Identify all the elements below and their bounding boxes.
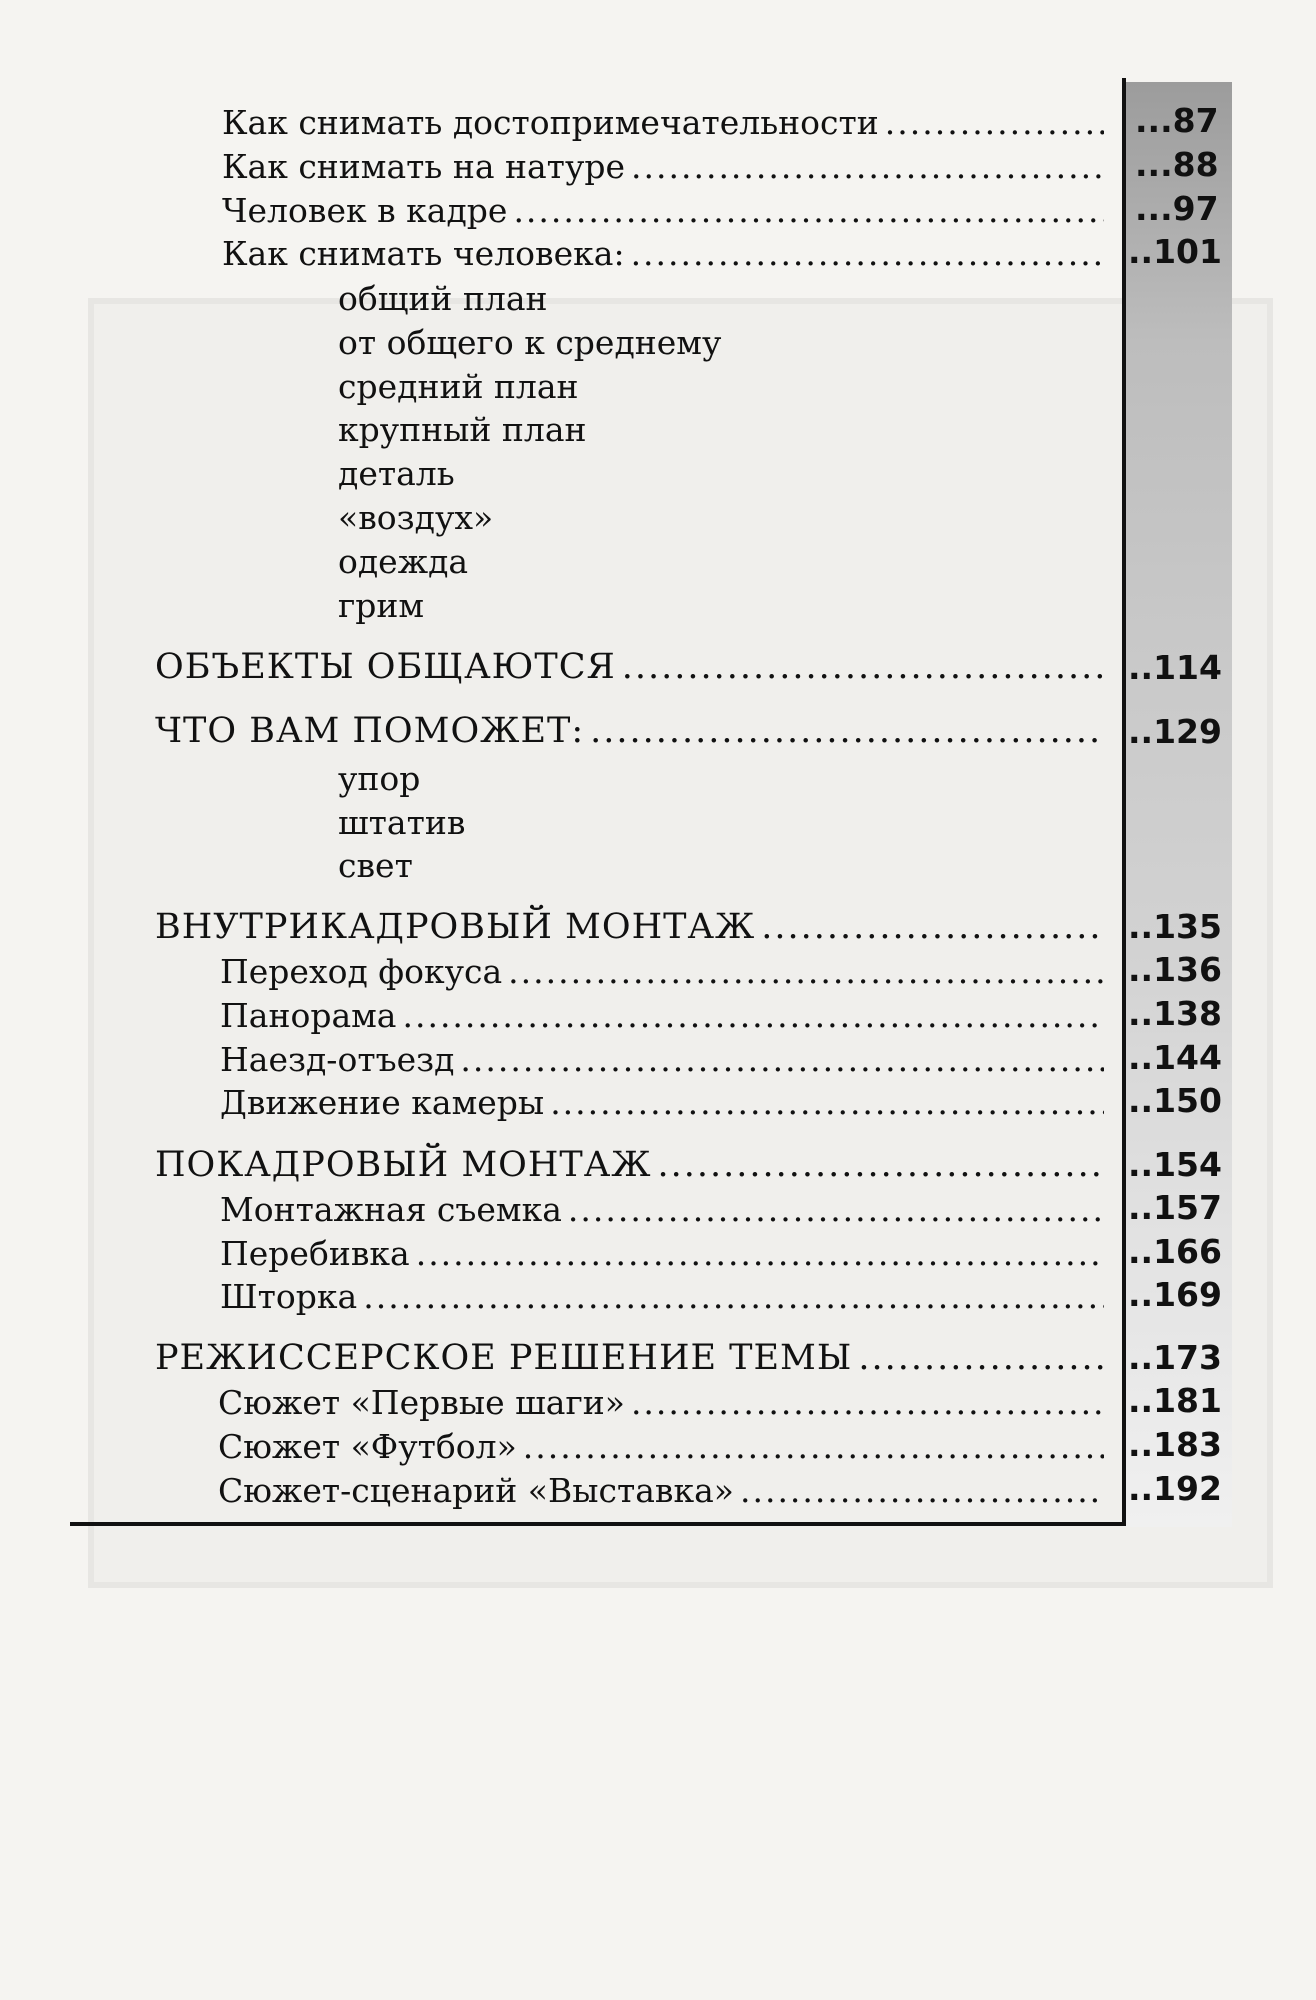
dot-leader — [590, 714, 1104, 749]
toc-entry-label: Как снимать на натуре — [222, 147, 626, 186]
toc-section-label: РЕЖИССЕРСКОЕ РЕШЕНИЕ ТЕМЫ — [155, 1338, 853, 1378]
toc-page-number: ..138 — [1128, 994, 1222, 1033]
toc-page-number: ..181 — [1128, 1381, 1222, 1420]
toc-page-number: ..101 — [1128, 232, 1222, 271]
toc-entry-label: Монтажная съемка — [220, 1190, 562, 1229]
toc-entry — [222, 147, 1110, 186]
toc-page-number: ..144 — [1128, 1038, 1222, 1077]
toc-entry-label: Шторка — [220, 1277, 358, 1316]
toc-page-number: ..135 — [1128, 907, 1222, 946]
toc-entry — [220, 1190, 1110, 1229]
toc-subitem: упор — [338, 759, 421, 798]
toc-section — [155, 907, 1110, 947]
toc-subitem: свет — [338, 846, 413, 885]
toc-subitem: грим — [338, 586, 425, 625]
toc-page-number: ..173 — [1128, 1338, 1222, 1377]
toc-section-label: ЧТО ВАМ ПОМОЖЕТ: — [155, 711, 585, 751]
toc-section-label: ОБЪЕКТЫ ОБЩАЮТСЯ — [155, 647, 616, 687]
toc-subitem: одежда — [338, 542, 469, 581]
dot-leader — [658, 1148, 1104, 1183]
toc-subitem: деталь — [338, 454, 455, 493]
dot-leader — [622, 650, 1104, 685]
toc-section — [155, 1145, 1110, 1185]
dot-leader — [363, 1280, 1104, 1313]
toc-entry-label: Как снимать достопримечательности — [222, 103, 879, 142]
dot-leader — [416, 1237, 1104, 1270]
toc-entry — [220, 952, 1110, 991]
toc-entry-label: Перебивка — [220, 1234, 410, 1273]
toc-entry-label: Наезд-отъезд — [220, 1040, 455, 1079]
toc-entry-label: Человек в кадре — [222, 191, 508, 230]
dot-leader — [460, 1043, 1104, 1076]
dot-leader — [631, 150, 1104, 183]
toc-entry-label: Сюжет «Первые шаги» — [218, 1383, 625, 1422]
dot-leader — [508, 955, 1104, 988]
toc-page-number: ...87 — [1135, 101, 1219, 140]
toc-page-number: ..169 — [1128, 1275, 1222, 1314]
toc-entry-label: Как снимать человека: — [222, 234, 625, 273]
toc-subitem: от общего к среднему — [338, 323, 722, 362]
toc-section-label: ПОКАДРОВЫЙ МОНТАЖ — [155, 1145, 652, 1185]
toc-entry-label: Панорама — [220, 996, 397, 1035]
toc-page-number: ..192 — [1128, 1469, 1222, 1508]
toc-page-number: ..183 — [1128, 1425, 1222, 1464]
toc-entry-label: Сюжет «Футбол» — [218, 1427, 517, 1466]
toc-entry — [218, 1427, 1110, 1466]
toc-entry — [220, 996, 1110, 1035]
toc-page-number: ..166 — [1128, 1232, 1222, 1271]
dot-leader — [402, 999, 1104, 1032]
toc-entry — [220, 1040, 1110, 1079]
dot-leader — [513, 194, 1104, 227]
toc-entry — [218, 1383, 1110, 1422]
dot-leader — [631, 237, 1104, 270]
dot-leader — [568, 1193, 1104, 1226]
toc-entry — [222, 103, 1110, 142]
dot-leader — [550, 1086, 1104, 1119]
frame-vertical-line — [1122, 78, 1126, 1526]
toc-page-number: ...97 — [1135, 189, 1219, 228]
toc-entry — [222, 234, 1110, 273]
toc-subitem: средний план — [338, 367, 579, 406]
toc-page-number: ..157 — [1128, 1188, 1222, 1227]
toc-entry — [220, 1083, 1110, 1122]
toc-page-number: ..150 — [1128, 1081, 1222, 1120]
dot-leader — [885, 106, 1104, 139]
dot-leader — [761, 910, 1104, 945]
toc-subitem: крупный план — [338, 410, 587, 449]
toc-subitem: «воздух» — [338, 498, 494, 537]
toc-section — [155, 647, 1110, 687]
toc-page-number: ..114 — [1128, 648, 1222, 687]
toc-entry — [220, 1277, 1110, 1316]
dot-leader — [740, 1474, 1104, 1507]
toc-page-number: ..154 — [1128, 1145, 1222, 1184]
toc-page-number: ...88 — [1135, 145, 1219, 184]
toc-entry-label: Переход фокуса — [220, 952, 503, 991]
toc-subitem: штатив — [338, 803, 466, 842]
toc-entry-label: Движение камеры — [220, 1083, 545, 1122]
toc-entry — [218, 1471, 1110, 1510]
toc-page-number: ..136 — [1128, 950, 1222, 989]
toc-entry — [220, 1234, 1110, 1273]
toc-page-number: ..129 — [1128, 712, 1222, 751]
toc-section — [155, 1338, 1110, 1378]
toc-section — [155, 711, 1110, 751]
dot-leader — [631, 1386, 1104, 1419]
dot-leader — [858, 1341, 1104, 1376]
frame-horizontal-line — [70, 1522, 1126, 1526]
dot-leader — [523, 1430, 1104, 1463]
toc-section-label: ВНУТРИКАДРОВЫЙ МОНТАЖ — [155, 907, 756, 947]
toc-entry-label: Сюжет-сценарий «Выставка» — [218, 1471, 734, 1510]
toc-subitem: общий план — [338, 279, 548, 318]
toc-entry — [222, 191, 1110, 230]
